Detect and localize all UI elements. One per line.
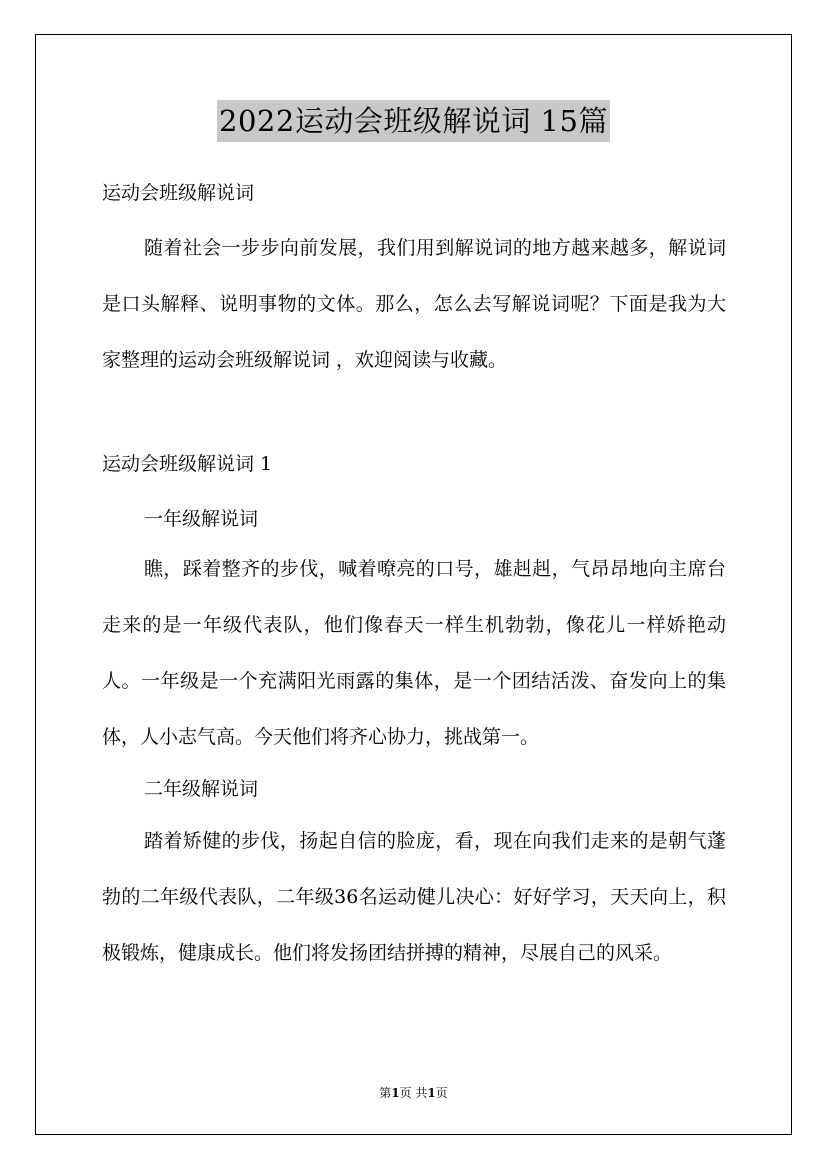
intro-paragraph: 随着社会一步步向前发展，我们用到解说词的地方越来越多，解说词是口头解释、说明事物的文体。那么，怎么去写解说词呢？下面是我为大家整理的运动会班级解说词 ，欢迎阅读与收藏。 (102, 237, 726, 371)
footer-current-page: 1 (391, 1086, 400, 1100)
grade2-paragraph: 踏着矫健的步伐，扬起自信的脸庞，看，现在向我们走来的是朝气蓬勃的二年级代表队，二年级36名运动健儿决心：好好学习，天天向上，积极锻炼，健康成长。他们将发扬团结拼搏的精神，尽展自己的风采。 (102, 830, 726, 964)
footer-mid: 页 共 (399, 1086, 428, 1100)
document-title: 2022运动会班级解说词 15篇 (217, 100, 610, 142)
section-heading-1: 运动会班级解说词 1 (102, 453, 273, 475)
grade1-paragraph: 瞧，踩着整齐的步伐，喊着嘹亮的口号，雄赳赳，气昂昂地向主席台走来的是一年级代表队，他们像春天一样生机勃勃，像花儿一样娇艳动人。一年级是一个充满阳光雨露的集体，是一个团结活泼、奋发向上的集体，人小志气高。今天他们将齐心协力，挑战第一。 (102, 558, 726, 748)
footer-prefix: 第 (379, 1086, 392, 1100)
grade2-subheading: 二年级解说词 (144, 778, 259, 800)
page-footer (0, 1084, 827, 1101)
footer-suffix: 页 (435, 1086, 448, 1100)
title-container (0, 100, 827, 142)
section-heading: 运动会班级解说词 (102, 182, 255, 204)
grade1-subheading: 一年级解说词 (144, 508, 259, 530)
footer-total-pages: 1 (427, 1086, 436, 1100)
